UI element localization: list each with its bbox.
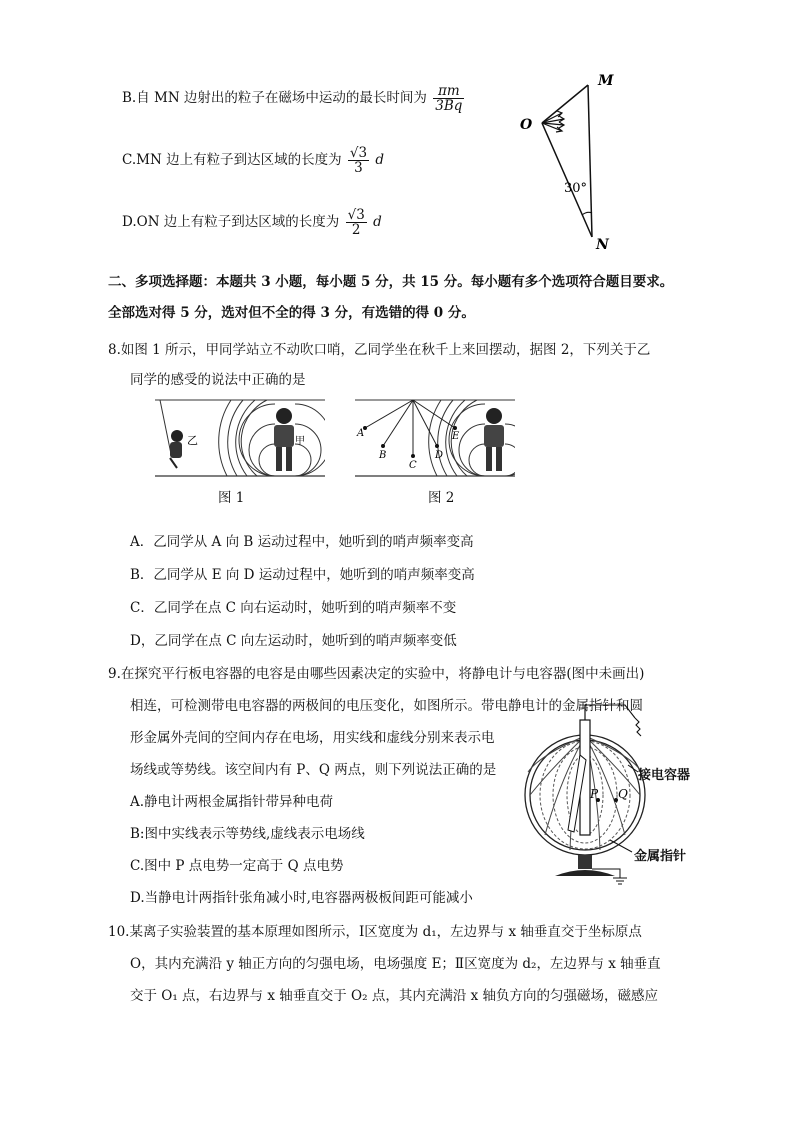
q8-option-a: A．乙同学从 A 向 B 运动过程中，她听到的哨声频率变高	[130, 534, 474, 550]
label-q: Q	[618, 787, 628, 801]
label-d: D	[435, 450, 444, 461]
q7-option-c-fraction: $\frac{√3}{3}$	[349, 145, 368, 177]
q9-stem-line1: 9.在探究平行板电容器的电容是由哪些因素决定的实验中，将静电计与电容器(图中未画出)	[108, 666, 645, 682]
needle-leader	[610, 840, 632, 852]
label-n: N	[596, 237, 609, 253]
section-2-scoring: 全部选对得 5 分，选对但不全的得 3 分，有选错的得 0 分。	[108, 305, 475, 321]
label-jia: 甲	[295, 436, 305, 447]
stand-post	[578, 855, 592, 869]
person-jia-figure	[484, 408, 504, 471]
q8-figure-2	[355, 398, 515, 478]
edge-mn	[588, 85, 592, 237]
angle-arc	[582, 212, 592, 215]
q9-option-b: B:图中实线表示等势线,虚线表示电场线	[130, 826, 365, 842]
label-p: P	[590, 787, 599, 801]
q9-stem-line4: 场线或等势线。该空间内有 P、Q 两点，则下列说法正确的是	[130, 762, 497, 778]
q7-triangle-figure	[500, 65, 630, 255]
q10-stem-line3: 交于 O₁ 点，右边界与 x 轴垂直交于 O₂ 点，其内充满沿 x 轴负方向的匀强磁场，磁感应	[130, 988, 659, 1004]
ground-symbol	[613, 878, 627, 884]
label-a: A	[357, 428, 365, 439]
q7-option-d: D.ON 边上有粒子到达区域的长度为 $\frac{√3}{2}$ d	[122, 207, 382, 239]
swing-rope	[160, 400, 171, 454]
stand-base	[555, 870, 615, 876]
q10-stem-line1: 10.某离子实验装置的基本原理如图所示，Ⅰ区宽度为 d₁，左边界与 x 轴垂直交于坐标原点	[108, 924, 642, 940]
q8-option-c: C．乙同学在点 C 向右运动时，她听到的哨声频率不变	[130, 600, 457, 616]
label-o: O	[520, 117, 533, 133]
q8-figure-2-caption: 图 2	[428, 490, 455, 506]
label-m: M	[598, 73, 614, 89]
q9-option-d: D.当静电计两指针张角减小时,电容器两极板间距可能减小	[130, 890, 473, 906]
q9-label-connect-capacitor: 接电容器	[638, 768, 691, 783]
q8-option-d: D，乙同学在点 C 向左运动时，她听到的哨声频率变低	[130, 633, 457, 649]
q9-label-metal-needle: 金属指针	[634, 849, 687, 864]
label-angle: 30°	[564, 181, 588, 196]
q9-stem-line3: 形金属外壳间的空间内存在电场，用实线和虚线分别来表示电	[130, 730, 495, 746]
q7-option-b-fraction: $\frac{\pi m}{3Bq}$	[435, 83, 463, 115]
q8-option-b: B．乙同学从 E 向 D 运动过程中，她听到的哨声频率变高	[130, 567, 475, 583]
person-yi-figure	[170, 430, 183, 468]
q7-option-b: B.自 MN 边射出的粒子在磁场中运动的最长时间为 $\frac{\pi m}{3Bq}$	[122, 83, 463, 115]
q8-stem-line2: 同学的感受的说法中正确的是	[130, 372, 306, 388]
q9-option-a: A.静电计两根金属指针带异种电荷	[130, 794, 334, 810]
edge-on	[542, 123, 592, 237]
q8-stem-line1: 8.如图 1 所示，甲同学站立不动吹口哨，乙同学坐在秋千上来回摆动，据图 2，下列关于乙	[108, 342, 651, 358]
q9-option-c: C.图中 P 点电势一定高于 Q 点电势	[130, 858, 344, 874]
sound-waves	[219, 400, 325, 476]
label-e: E	[452, 431, 460, 442]
q8-figure-1-caption: 图 1	[218, 490, 245, 506]
wire-coil	[635, 718, 641, 736]
q8-figure-1	[155, 398, 325, 478]
label-c: C	[409, 460, 417, 471]
swing-paths	[365, 400, 455, 456]
q7-option-c: C.MN 边上有粒子到达区域的长度为 $\frac{√3}{3}$ d	[122, 145, 385, 177]
q7-option-d-fraction: $\frac{√3}{2}$	[347, 207, 365, 239]
q10-stem-line2: O，其内充满沿 y 轴正方向的匀强电场，电场强度 E；Ⅱ区宽度为 d₂，左边界与 x 轴垂直	[130, 956, 661, 972]
label-yi: 乙	[187, 434, 198, 447]
edge-om	[542, 85, 588, 123]
capacitor-wire	[585, 705, 635, 718]
q9-stem-line2: 相连，可检测带电电容器的两极间的电压变化，如图所示。带电静电计的金属指针和圆	[130, 698, 643, 714]
label-b: B	[379, 450, 387, 461]
person-jia-figure	[274, 408, 294, 471]
section-2-heading: 二、多项选择题：本题共 3 小题，每小题 5 分，共 15 分。每小题有多个选项符合题目要求。	[108, 274, 674, 290]
